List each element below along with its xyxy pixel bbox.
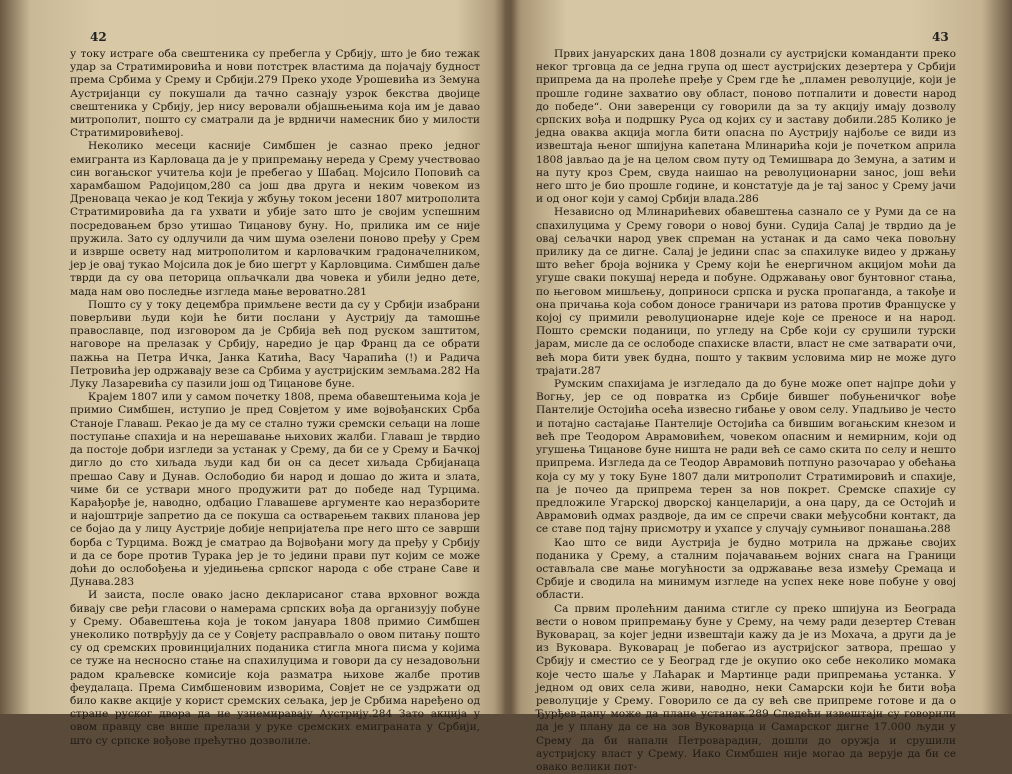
paragraph: Пошто су у току децембра примљене вести да су у Србији изабрани поверљиви људи који ће бити послани у Аустрију да тамошње православце, под изговором да је Србија већ под руском заштитом, наговоре на прелазак у Србију, наредио је цар Франц да се обрати пажња на Петра Ичка, Јанка Катића, Васу Чарапића (!) и Радича Петровића јер одржавају везе са Србима у аустријским земљама.282 На Луку Лазаревића су пазили још од Тицанове буне. xyxy=(70,298,480,391)
right-page xyxy=(536,28,956,773)
page-number-right: 43 xyxy=(932,30,949,44)
left-page xyxy=(70,28,480,747)
paragraph: Неколико месеци касније Симбшен је сазнао преко једног емигранта из Карловаца да је у припремању нереда у Срему учествовао син вогањског учитеља који је пребегао у Шабац. Мојсило Поповић са харамбашом Радојицом,280 са још два друга и неким човеком из Дреноваца чекао је код Текија у жбуњу током јесени 1807 митрополита Стратимировића да га ухвати и убије зато што је својим успешним посредовањем брзо утишао Тицанову буну. Но, прилика им се није пружила. Зато су одлучили да чим шума озелени поново пређу у Срем и изврше освету над митрополитом и карловачким градоначелником, јер је овај тукао Мојсила док је био шегрт у Карловцима. Симбшен даље тврди да су ова петорица опљачкали два човека и убили једно дете, мада нам ово последње изгледа мање вероватно.281 xyxy=(70,140,480,298)
left-page-text xyxy=(70,48,480,748)
paragraph: И заиста, после овако јасно декларисаног става врховног вожда бивају све ређи гласови о намерама српских вођа да организују побуне у Срему. Обавештења која је током јануара 1808 примио Симбшен унеколико потврђују да се у Совјету распрaвљало о овом питању пошто су од сремских провинцијалних поданика стигла многа писма у којима се туже на несносно стање на спахилуцима и говори да су незадовољни радом краљевске комисије која разматра њихове жалбе против феудалаца. Према Симбшеновим изворима, Совјет не се уздржати од било какве акције у корист сремских сељака, јер је Србима наређено од стране руског двора да не узнемиравају Аустрију.284 Зато акција у овом правцу све више прелази у руке сремских емиграната у Србији, што су српске вођове прећутно дозволиле. xyxy=(70,589,480,747)
paragraph: Крајем 1807 или у самом почетку 1808, према обавештењима која је примио Симбшен, иступио је пред Совјетом у име војвођанских Срба Станоје Главаш. Рекао је да му се стално тужи сремски сељаци на лоше поступање спахија и на нерешавање њихових жалби. Главаш је тврдио да постоје добри изгледи за устанак у Срему, да би се у Срему и Бачкој дигло до сто хиљада људи кад би он са десет хиљада Србијанаца прешао Саву и Дунав. Ослободио би народ и дошао до жита и злата, чиме би се уствари много продужити рат до победе над Турцима. Карађорђе је, наводно, одбацио Главашеве аргументе као неразборите и најоштрије запретио да се покуша са остварењем таквих планова јер се бојао да у лицу Аустрије добије непријатеља пре него што се заврши борба с Турцима. Вожд је сматрао да Војвођани могу да пређу у Србију и да се боре против Турака јер је то једини прави пут којим се може доћи до ослобођења и уједињења српског народа с обе стране Саве и Дунава.283 xyxy=(70,391,480,589)
paragraph: Независно од Млинарићевих обавештења сазнало се у Руми да се на спахилуцима у Срему говори о новој буни. Судија Салај је тврдио да је овај сељачки народ увек спреман на устанак и да само чека повољну прилику да се дигне. Салај је једини спас за спахилуке видео у држању што већег броја војника у Срему који ће енергичном акцијом моћи да угуше сваки покушај нереда и побуне. Одржавању овог бунтовног стања, по његовом мишљењу, доприноси српска и руска пропаганда, а такође и она причања која собом доносе граничари из ратова против Француске у којој су примили револуционарне идеје које се преносе и на народ. Пошто сремски поданици, по угледу на Србе који су срушили турски јарам, мисле да се ослободе спахиске власти, власт не сме затварати очи, већ мора бити увек будна, пошто у таквим условима мир не може дуго трајати.287 xyxy=(536,206,956,377)
right-page-text xyxy=(536,48,956,774)
paragraph: Румским спахијама је изгледало да до буне може опет најпре доћи у Вогњу, јер се од повратка из Србије бившег побуњеничког вође Пантелије Остојића осећа извесно гибање у овом селу. Упадљиво је често и потајно састајање Пантелије Остојића са бившим вогањским кнезом и већ пре Теодором Аврамовићем, човеком опасним и немирним, који од угушења Тицанове буне ништа не ради већ се само скита по селу и нешто припрема. Изгледа да се Теодор Аврамовић потпуно разочарао у обећања која су му у току Буне 1807 дали митрополит Стратимировић и спахије, па је почео да припрема терен за нов покрет. Сремске спахије су предложиле Угарској дворској канцеларији, а она цару, да се Остојић и Аврамовић одмах раздвоје, да им се спречи сваки међусобни контакт, да се ставе под тајну присмотру и ухапсе у случају сумњивог понашања.288 xyxy=(536,378,956,536)
page-number-left: 42 xyxy=(90,30,107,44)
paragraph: Са првим пролећним данима стигле су преко шпијуна из Београда вести о новом припремању буне у Срему, на чему ради дезертер Стеван Вуковарац, за којег једни извештаји кажу да је из Мохача, а други да је из Вуковара. Вуковарац је побегао из аустријског затвора, прешао у Србију и сместио се у Београд где је окупио око себе неколико момака које често шаље у Лаћарак и Мартинце ради припремања устанка. У једном од ових села живи, наводно, неки Самарски који ће бити вођа револуције у Срему. Говорило се да су већ све припреме готове и да о Ђурђев-дану може да плане устанак.289 Следећи извештаји су говорили да је у плану да се на зов Вуковарца и Самарског дигне 17.000 људи у Срему да би напали Петроварадин, дошли до оружја и срушили аустријску власт у Срему. Иако Симбшен није могао да верује да би се овако велики пот- xyxy=(536,602,956,773)
book-gutter xyxy=(494,0,518,714)
paragraph: Првих јануарских дана 1808 дознали су аустријски команданти преко неког трговца да се једна група од шест аустријских дезертера у Србији припрема да на пролеће пређе у Срем где ће „пламен револуције, који је прошле године захватио ову област, поново потпалити и довести народ до победе“. Они заверенци су говорили да за ту акцију имају дозволу српских вођа и подршку Руса од којих су и заставу добили.285 Колико је једна оваква акција могла бити опасна по Аустрију најбоље се види из извештаја њеног шпијуна капетана Млинарића који је почетком априла 1808 јављао да је на целом свом путу од Темишвара до Земуна, а затим и на путу кроз Срем, свуда наишао на револуционарни занос, још већи него што је био прошле године, и констатује да је тај занос у Срему јачи и од оног који у самој Србији влада.286 xyxy=(536,48,956,206)
paragraph: у току истраге оба свештеника су пребегла у Србију, што је био тежак удар за Стратимировића и нови потстрек властима да појачају будност према Србима у Срему и Србији.279 Преко уходе Урошевића из Земуна Аустријанци су покушали да тачно сазнају узрок бекства двојице свештеника у Србију, јер нису веровали објашњењима која им је давао митрополит, пошто су сматрали да је врдничи намесник био у милости Стратимировићевој. xyxy=(70,48,480,140)
paragraph: Као што се види Аустрија је будно мотрила на држање својих поданика у Срему, а сталним појачавањем војних снага на Граници остављала све мање могућности за одржавање веза између Сремаца и Србије и сводила на минимум изгледе на успех неке нове побуне у овој области. xyxy=(536,536,956,602)
